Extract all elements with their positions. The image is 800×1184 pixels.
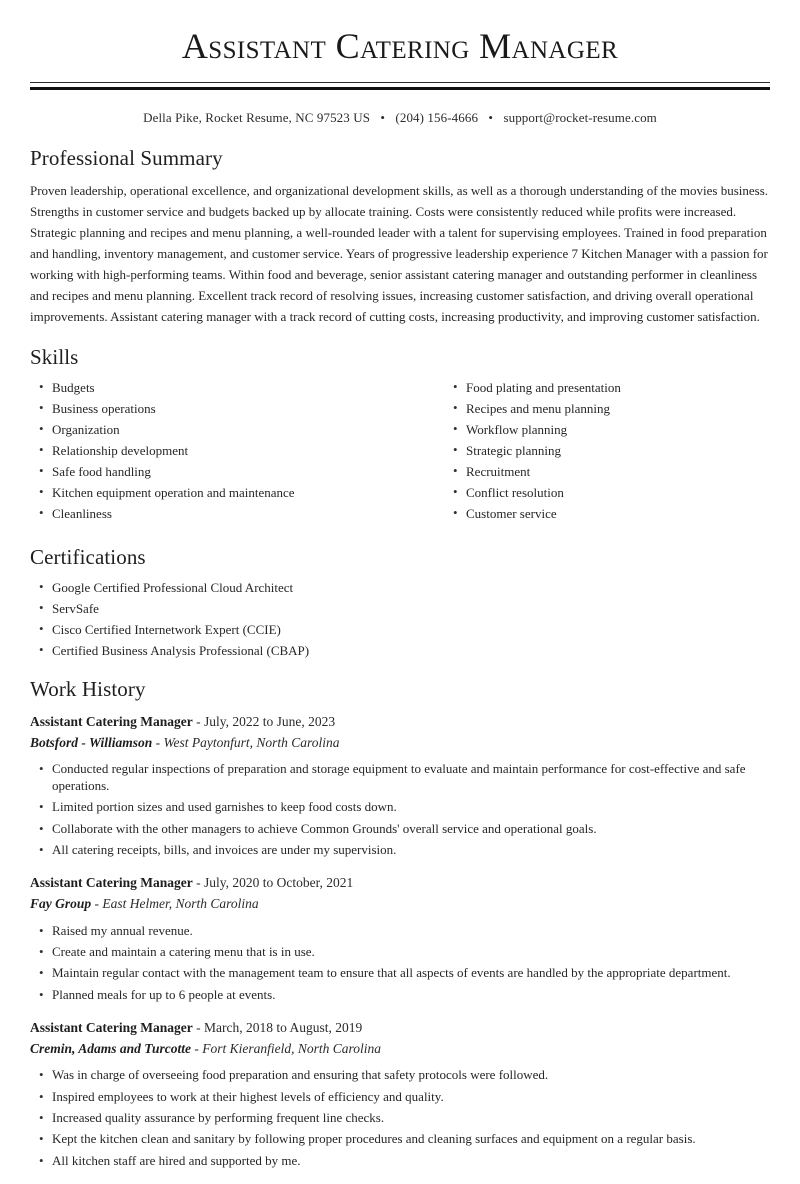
job-company-line [30, 733, 770, 753]
job-title: Assistant Catering Manager [30, 875, 193, 891]
work-history-entry [30, 1018, 770, 1170]
list-item: • Customer service [444, 505, 770, 523]
list-item: • Organization [30, 421, 400, 439]
job-title-dash: - [196, 713, 201, 729]
section-title-professional-summary: Professional Summary [30, 145, 223, 170]
list-item: • All catering receipts, bills, and invoices are under my supervision. [30, 842, 770, 859]
job-title-dash: - [196, 875, 201, 891]
list-item: • Business operations [30, 400, 400, 418]
job-company-dash: - [194, 1040, 199, 1056]
list-item: • Safe food handling [30, 463, 400, 481]
skills-column-left [30, 379, 400, 526]
professional-summary-text: Proven leadership, operational excellence, and organizational development skills, as well as a thorough understanding of the movies business. Strengths in customer service and budgets backed up by allocate training. Costs were consistently reduced while profits were increased. Strategic planning and recipes and menu planning, a well-rounded leader with a talent for supervising employees. Trained in food preparation and handling, inventory management, and customer service. Years of progressive leadership experience 7 Kitchen Manager with a passion for working with high-performing teams. Within food and beverage, senior assistant catering manager and outstanding performer in cleanliness and recipes and menu planning. Excellent track record of resolving issues, increasing customer satisfaction, and driving overall operational improvements. Assistant catering manager with a track record of cutting costs, increasing productivity, and improving customer satisfaction. [30, 182, 769, 324]
section-skills [30, 345, 770, 527]
job-dates: July, 2022 to June, 2023 [203, 713, 336, 729]
list-item: • Certified Business Analysis Professional (CBAP) [30, 642, 770, 660]
skills-column-right [400, 379, 770, 526]
list-item: • Recruitment [444, 463, 770, 481]
list-item: • Inspired employees to work at their highest levels of efficiency and quality. [30, 1089, 770, 1106]
job-company-line [30, 1039, 770, 1059]
job-location: East Helmer, North Carolina [102, 896, 259, 912]
job-location: Fort Kieranfield, North Carolina [202, 1040, 382, 1056]
contact-email[interactable]: support@rocket-resume.com [503, 110, 657, 126]
resume-body [0, 146, 800, 1170]
job-bullets [30, 1067, 770, 1169]
skills-columns [30, 379, 770, 526]
list-item: • Conflict resolution [444, 484, 770, 502]
list-item: • Relationship development [30, 442, 400, 460]
work-history-entry [30, 712, 770, 859]
list-item: • Create and maintain a catering menu that is in use. [30, 944, 770, 961]
section-title-certifications: Certifications [30, 544, 146, 569]
list-item: • Conducted regular inspections of preparation and storage equipment to evaluate and maintain performance for cost-effective and safe operations. [30, 761, 770, 795]
list-item: • Google Certified Professional Cloud Architect [30, 579, 770, 597]
job-title-line [30, 712, 770, 732]
contact-info [30, 109, 770, 127]
list-item: • Workflow planning [444, 421, 770, 439]
list-item: • Collaborate with the other managers to achieve Common Grounds' overall service and operational goals. [30, 821, 770, 838]
skills-list-right [444, 379, 770, 523]
list-item: • ServSafe [30, 600, 770, 618]
job-company: Cremin, Adams and Turcotte [30, 1040, 192, 1056]
list-item: • Raised my annual revenue. [30, 923, 770, 940]
list-item: • Recipes and menu planning [444, 400, 770, 418]
job-title: Assistant Catering Manager [30, 713, 193, 729]
list-item: • Limited portion sizes and used garnishes to keep food costs down. [30, 799, 770, 816]
list-item: • Planned meals for up to 6 people at events. [30, 987, 770, 1004]
list-item: • Food plating and presentation [444, 379, 770, 397]
section-work-history [30, 677, 770, 1169]
section-professional-summary [30, 146, 770, 328]
list-item: • Cisco Certified Internetwork Expert (CCIE) [30, 621, 770, 639]
section-certifications [30, 545, 770, 660]
job-title-line [30, 873, 770, 893]
list-item: • Strategic planning [444, 442, 770, 460]
job-company-dash: - [94, 896, 100, 912]
job-company: Botsford - Williamson [30, 734, 153, 750]
work-history-entry [30, 873, 770, 1004]
section-title-work-history: Work History [30, 677, 146, 702]
divider-line-thick [30, 87, 770, 90]
job-company: Fay Group [30, 896, 92, 912]
list-item: • Increased quality assurance by performing frequent line checks. [30, 1110, 770, 1127]
header-divider [30, 82, 770, 90]
section-title-skills: Skills [30, 345, 79, 370]
job-location: West Paytonfurt, North Carolina [163, 734, 340, 750]
page-title: Assistant Catering Manager [181, 26, 619, 66]
skills-list-left [30, 379, 400, 523]
job-company-dash: - [155, 734, 161, 750]
contact-address: Della Pike, Rocket Resume, NC 97523 US [143, 110, 371, 126]
list-item: • Maintain regular contact with the management team to ensure that all aspects of events are handled by the appropriate department. [30, 965, 770, 982]
job-bullets [30, 923, 770, 1004]
job-title-dash: - [196, 1019, 201, 1035]
job-title: Assistant Catering Manager [30, 1019, 193, 1035]
job-company-line [30, 894, 770, 914]
contact-phone[interactable]: (204) 156-4666 [395, 110, 479, 126]
list-item: • Budgets [30, 379, 400, 397]
certifications-list [30, 579, 770, 660]
list-item: • Kitchen equipment operation and maintenance [30, 484, 400, 502]
contact-separator-1: • [380, 110, 386, 126]
list-item: • Kept the kitchen clean and sanitary by following proper procedures and cleaning surfaces and equipment on a regular basis. [30, 1131, 770, 1148]
job-dates: July, 2020 to October, 2021 [203, 875, 354, 891]
contact-separator-2: • [488, 110, 494, 126]
list-item: • Cleanliness [30, 505, 400, 523]
list-item: • Was in charge of overseeing food preparation and ensuring that safety protocols were followed. [30, 1067, 770, 1084]
resume-header [0, 0, 800, 128]
list-item: • All kitchen staff are hired and supported by me. [30, 1153, 770, 1170]
job-bullets [30, 761, 770, 859]
job-dates: March, 2018 to August, 2019 [203, 1019, 363, 1035]
